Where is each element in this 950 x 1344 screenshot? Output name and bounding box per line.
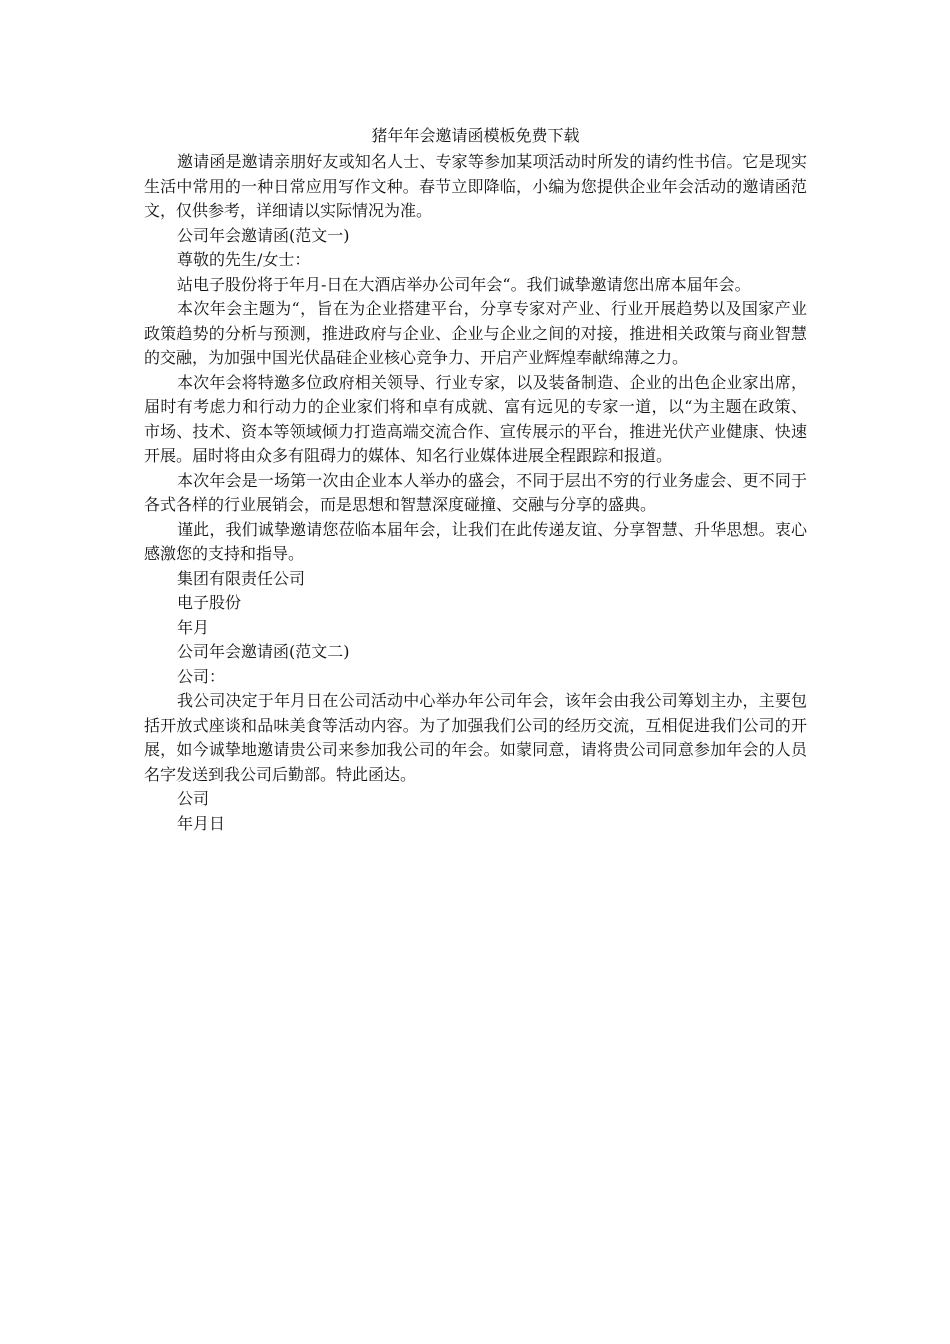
salutation: 公司： xyxy=(177,666,226,686)
body-paragraph: 站电子股份将于年月-日在大酒店举办公司年会“。我们诚挚邀请您出席本届年会。 xyxy=(177,274,751,294)
closing-paragraph: 谨此，我们诚挚邀请您莅临本届年会，让我们在此传递友谊、分享智慧、升华思想。衷心感激您的支持和指导。 xyxy=(144,519,807,563)
document-title: 猪年年会邀请函模板免费下载 xyxy=(371,126,580,145)
sample-one-heading: 公司年会邀请函(范文一) xyxy=(177,225,350,245)
date-line: 年月 xyxy=(177,617,210,637)
document-page xyxy=(144,124,807,836)
body-paragraph: 我公司决定于年月日在公司活动中心举办年公司年会，该年会由我公司筹划主办，主要包括开放式座谈和品味美食等活动内容。为了加强我们公司的经历交流，互相促进我们公司的开展，如今诚挚地邀请贵公司来参加我公司的年会。如蒙同意，请将贵公司同意参加年会的人员名字发送到我公司后勤部。特此函达。 xyxy=(144,691,807,784)
salutation: 尊敬的先生/女士： xyxy=(177,250,311,269)
body-paragraph: 本次年会主题为“，旨在为企业搭建平台，分享专家对产业、行业开展趋势以及国家产业政策趋势的分析与预测，推进政府与企业、企业与企业之间的对接，推进相关政策与商业智慧的交融，为加强中国光伏晶硅企业核心竞争力、开启产业辉煌奉献绵薄之力。 xyxy=(144,299,807,367)
date-line: 年月日 xyxy=(177,813,226,833)
intro-paragraph: 邀请函是邀请亲朋好友或知名人士、专家等参加某项活动时所发的请约性书信。它是现实生活中常用的一种日常应用写作文种。春节立即降临，小编为您提供企业年会活动的邀请函范文，仅供参考，详细请以实际情况为准。 xyxy=(144,152,807,220)
signature-line: 集团有限责任公司 xyxy=(177,568,306,588)
sample-two-heading: 公司年会邀请函(范文二) xyxy=(177,642,350,661)
signature-line: 电子股份 xyxy=(177,593,242,612)
body-paragraph: 本次年会是一场第一次由企业本人举办的盛会，不同于层出不穷的行业务虚会、更不同于各式各样的行业展销会，而是思想和智慧深度碰撞、交融与分享的盛典。 xyxy=(144,470,807,514)
signature-line: 公司 xyxy=(177,789,210,808)
body-paragraph: 本次年会将特邀多位政府相关领导、行业专家，以及装备制造、企业的出色企业家出席，届时有考虑力和行动力的企业家们将和卓有成就、富有远见的专家一道，以“为主题在政策、市场、技术、资本等领域倾力打造高端交流合作、宣传展示的平台，推进光伏产业健康、快速开展。届时将由众多有阻碍力的媒体、知名行业媒体进展全程跟踪和报道。 xyxy=(144,372,807,465)
